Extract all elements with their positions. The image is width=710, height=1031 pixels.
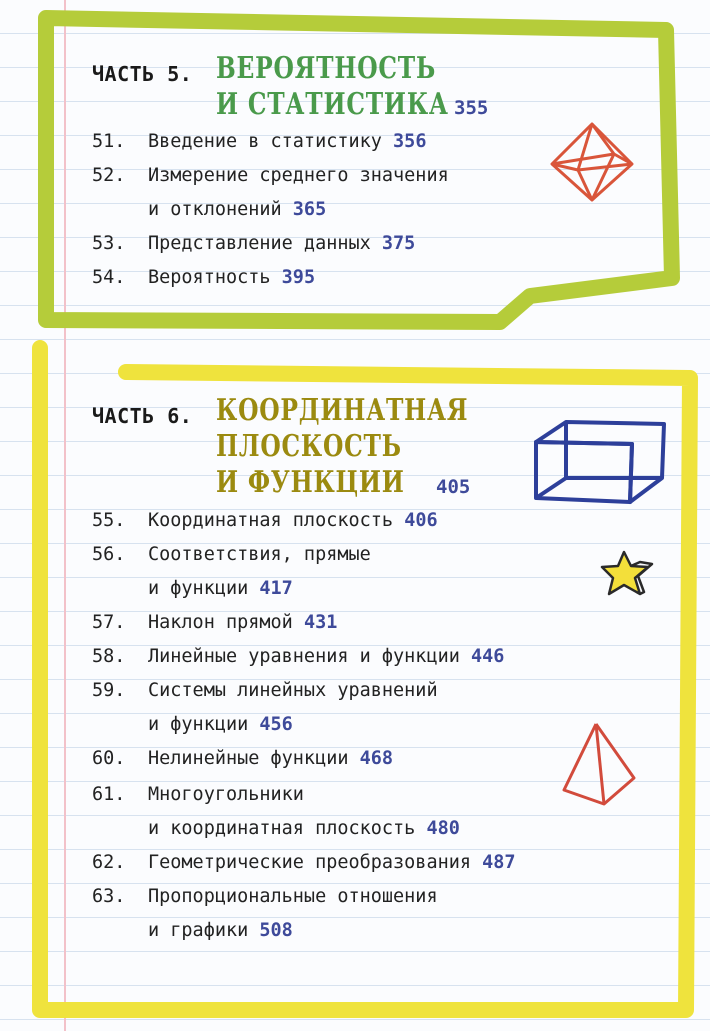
entry-title: и графики	[148, 920, 249, 941]
entry-number: 54.	[92, 267, 126, 288]
entry-page: 446	[471, 646, 505, 667]
entry-title: Введение в статистику	[148, 131, 382, 152]
octahedron-icon	[548, 120, 638, 210]
entry-title: Нелинейные функции	[148, 748, 349, 769]
toc-entry-55[interactable]	[92, 510, 438, 531]
entry-number: 55.	[92, 510, 126, 531]
star-icon	[600, 548, 656, 602]
entry-number: 58.	[92, 646, 126, 667]
entry-page: 468	[359, 748, 394, 769]
entry-page: 487	[482, 852, 516, 873]
entry-number: 61.	[92, 784, 126, 805]
part-6-title-line-2: ПЛОСКОСТЬ	[216, 429, 402, 464]
toc-entry-63-continued[interactable]	[148, 920, 293, 941]
entry-title: Соответствия, прямые	[148, 544, 371, 565]
entry-number: 62.	[92, 852, 126, 873]
entry-title: Пропорциональные отношения	[148, 886, 438, 907]
entry-title: Представление данных	[148, 233, 371, 254]
part-5-page: 355	[454, 97, 489, 119]
entry-title: и функции	[148, 578, 249, 599]
entry-page: 456	[259, 714, 293, 735]
toc-entry-56[interactable]	[92, 544, 371, 565]
entry-title: и отклонений	[148, 199, 282, 220]
part-5-label: ЧАСТЬ 5.	[92, 62, 193, 86]
entry-number: 56.	[92, 544, 126, 565]
toc-entry-56-continued[interactable]	[148, 578, 293, 599]
toc-entry-62[interactable]	[92, 852, 516, 873]
toc-entry-57[interactable]	[92, 612, 337, 633]
toc-entry-63[interactable]	[92, 886, 438, 907]
entry-number: 52.	[92, 165, 126, 186]
entry-title: Многоугольники	[148, 784, 304, 805]
pyramid-icon	[560, 720, 640, 810]
toc-entry-59[interactable]	[92, 680, 438, 701]
toc-entry-54[interactable]	[92, 267, 315, 288]
part-5-title-line-1: ВЕРОЯТНОСТЬ	[216, 51, 437, 86]
entry-title: и координатная плоскость	[148, 818, 416, 839]
entry-page: 431	[303, 612, 338, 633]
entry-number: 63.	[92, 886, 126, 907]
entry-number: 57.	[92, 612, 126, 633]
toc-entry-61-continued[interactable]	[148, 818, 460, 839]
entry-number: 60.	[92, 748, 126, 769]
toc-entry-60[interactable]	[92, 748, 393, 769]
entry-title: Геометрические преобразования	[148, 852, 472, 873]
part-6-page: 405	[436, 476, 471, 498]
toc-entry-52[interactable]	[92, 165, 449, 186]
entry-page: 365	[292, 199, 327, 220]
part-6-title-line-3: И ФУНКЦИИ	[216, 465, 405, 500]
entry-title: и функции	[148, 714, 249, 735]
entry-page: 356	[393, 131, 427, 152]
toc-entry-51[interactable]	[92, 131, 426, 152]
entry-title: Линейные уравнения и функции	[148, 646, 460, 667]
entry-page: 508	[259, 920, 293, 941]
toc-entry-58[interactable]	[92, 646, 504, 667]
part-6-title-line-1: КООРДИНАТНАЯ	[216, 393, 469, 428]
part-6-label: ЧАСТЬ 6.	[92, 404, 193, 428]
entry-title: Вероятность	[148, 267, 271, 288]
entry-page: 395	[281, 267, 316, 288]
entry-number: 53.	[92, 233, 126, 254]
entry-page: 375	[381, 233, 416, 254]
entry-title: Координатная плоскость	[148, 510, 394, 531]
toc-entry-59-continued[interactable]	[148, 714, 293, 735]
entry-page: 417	[259, 578, 293, 599]
part-5-title-line-2: И СТАТИСТИКА	[216, 87, 449, 122]
toc-entry-52-continued[interactable]	[148, 199, 326, 220]
entry-page: 480	[426, 818, 460, 839]
entry-title: Наклон прямой	[148, 612, 293, 633]
entry-page: 406	[404, 510, 438, 531]
cube-icon	[530, 418, 670, 508]
entry-number: 59.	[92, 680, 126, 701]
entry-number: 51.	[92, 131, 126, 152]
entry-title: Измерение среднего значения	[148, 165, 449, 186]
entry-title: Системы линейных уравнений	[148, 680, 438, 701]
toc-entry-53[interactable]	[92, 233, 415, 254]
toc-entry-61[interactable]	[92, 784, 304, 805]
